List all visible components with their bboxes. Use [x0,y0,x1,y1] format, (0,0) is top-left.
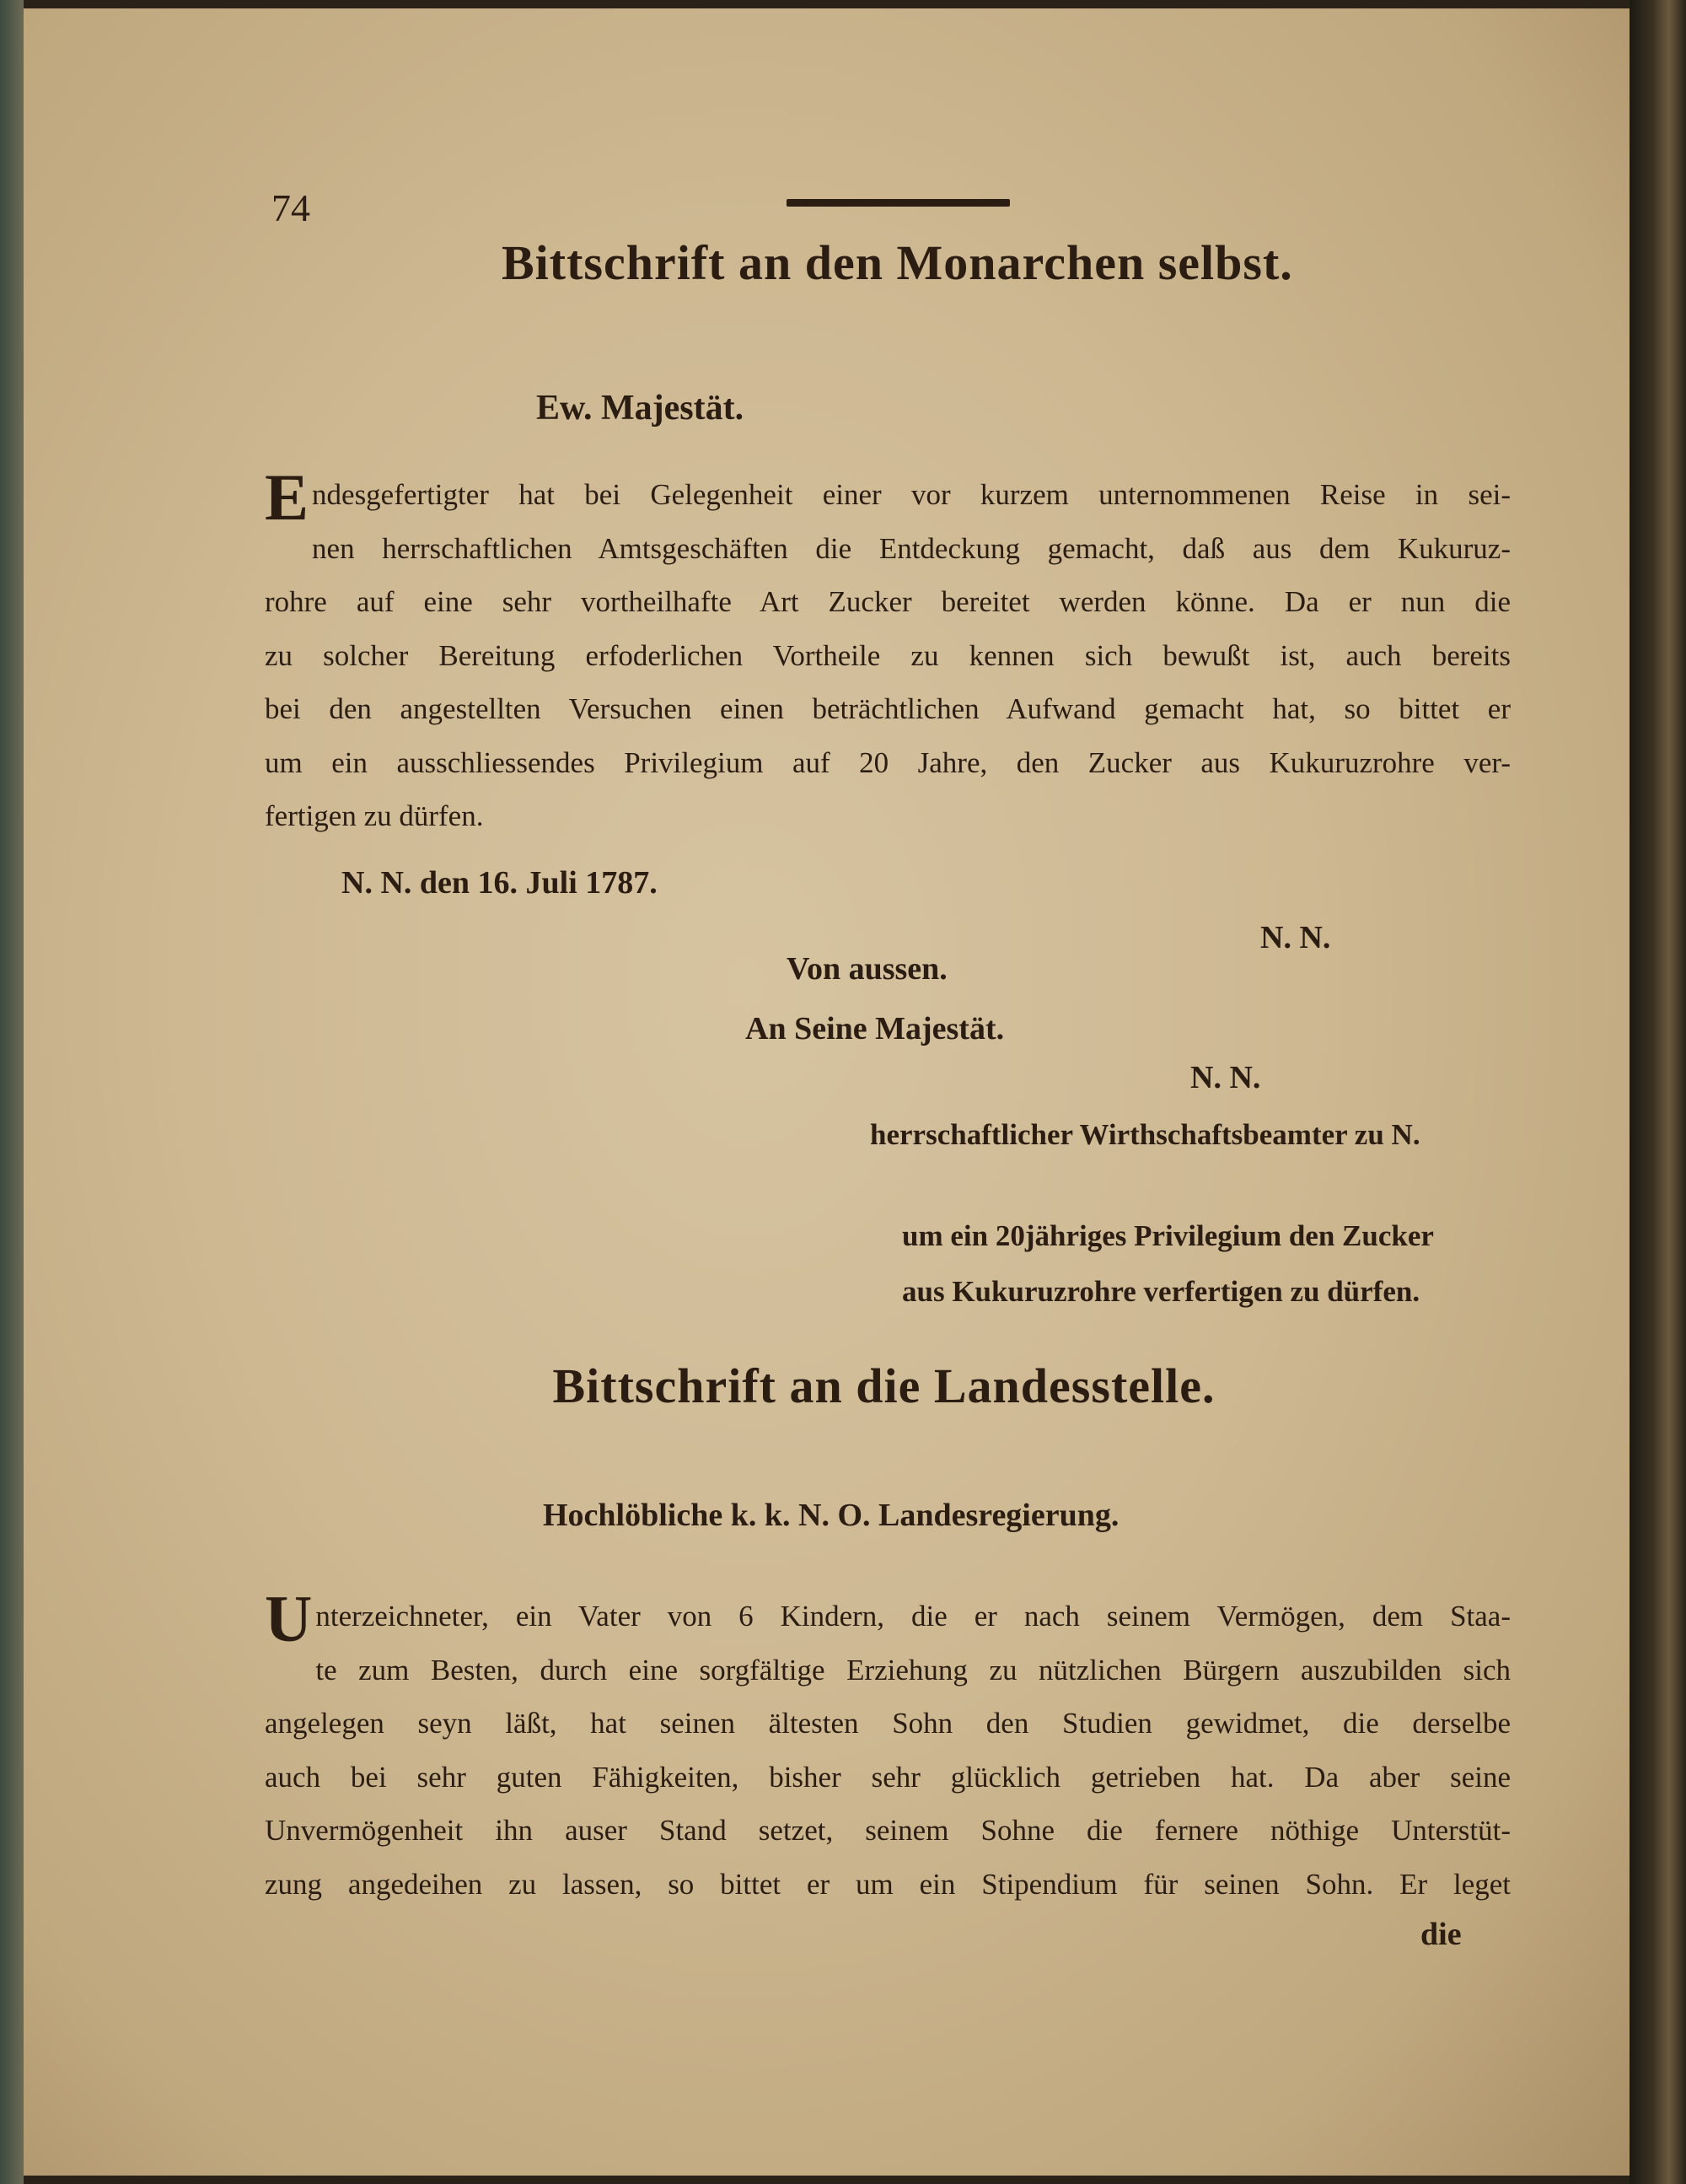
text-line: rohre auf eine sehr vortheilhafte Art Zucker bereitet werden könne. Da er nun die [265,585,1511,618]
sender-title: herrschaftlicher Wirthschaftsbeamter zu N. [870,1118,1420,1151]
petition-paragraph-1 [265,460,1511,843]
section-title-monarch: Bittschrift an den Monarchen selbst. [502,235,1293,290]
header-rule [787,199,1010,207]
text-line: angelegen seyn läßt, hat seinen ältesten Sohn den Studien gewidmet, die derselbe [265,1707,1511,1740]
drop-cap: U [265,1582,313,1655]
salutation-majesty: Ew. Majestät. [536,389,744,428]
salutation-government: Hochlöbliche k. k. N. O. Landesregierung. [543,1498,1120,1533]
text-line: um ein ausschliessendes Privilegium auf 20 Jahre, den Zucker aus Kukuruzrohre ver- [265,745,1511,779]
text-line: nterzeichneter, ein Vater von 6 Kindern, die er nach seinem Vermögen, dem Staa- [315,1600,1511,1633]
text-line: fertigen zu dürfen. [265,799,484,832]
text-line: nen herrschaftlichen Amtsgeschäften die Entdeckung gemacht, daß aus dem Kukuruz- [312,531,1511,565]
text-line: auch bei sehr guten Fähigkeiten, bisher sehr glücklich getrieben hat. Da aber seine [265,1760,1511,1794]
text-line: bei den angestellten Versuchen einen beträchtlichen Aufwand gemacht hat, so bittet er [265,692,1511,725]
petition-paragraph-2 [265,1582,1511,1911]
text-line: te zum Besten, durch eine sorgfältige Erziehung zu nützlichen Bürgern auszubilden sich [315,1653,1511,1686]
drop-cap: E [265,460,309,534]
date-line: N. N. den 16. Juli 1787. [341,865,658,901]
section-title-landesstelle: Bittschrift an die Landesstelle. [552,1358,1216,1413]
subject-line: um ein 20jähriges Privilegium den Zucker [902,1219,1434,1252]
text-line: ndesgefertigter hat bei Gelegenheit einer vor kurzem unternommenen Reise in sei- [312,478,1511,511]
book-binding [1630,0,1686,2184]
addressee: An Seine Majestät. [745,1011,1005,1046]
text-line: zung angedeihen zu lassen, so bittet er um ein Stipendium für seinen Sohn. Er leget [265,1867,1511,1901]
subject-line: aus Kukuruzrohre verfertigen zu dürfen. [902,1275,1420,1308]
page-number: 74 [271,186,310,229]
scan-left-edge [0,0,24,2184]
text-line: zu solcher Bereitung erfoderlichen Vortheile zu kennen sich bewußt ist, auch bereits [265,638,1511,672]
outside-heading: Von aussen. [787,951,948,987]
sender-name: N. N. [1190,1060,1261,1095]
text-line: Unvermögenheit ihn auser Stand setzet, seinem Sohne die fernere nöthige Unterstüt- [265,1814,1511,1847]
signature: N. N. [1260,920,1331,955]
catchword: die [1420,1917,1462,1952]
